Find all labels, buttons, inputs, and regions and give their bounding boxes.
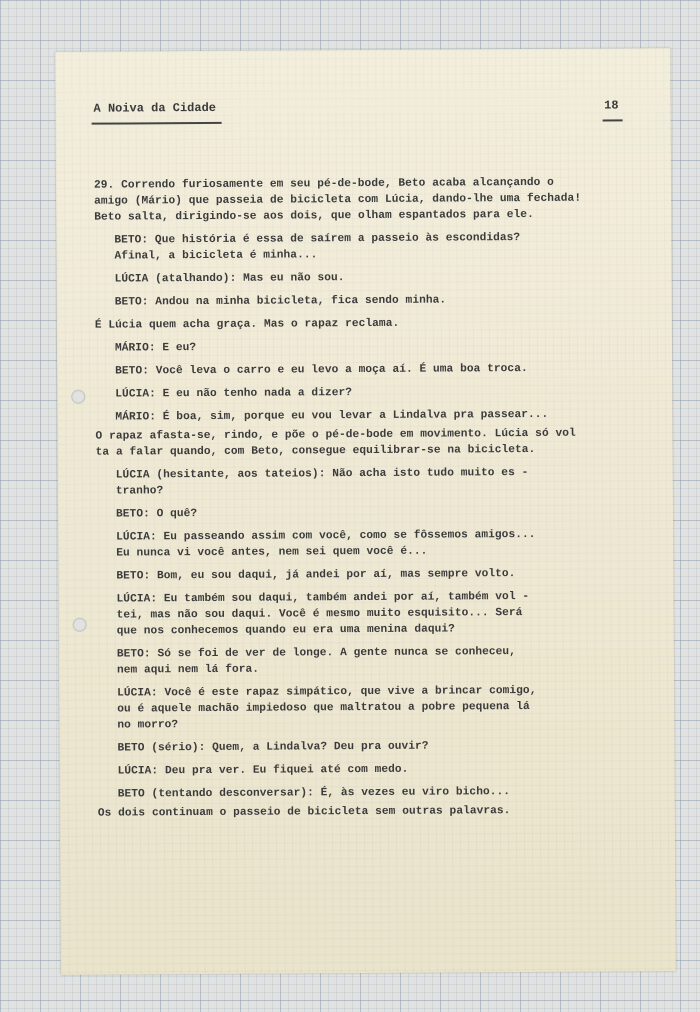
- dialogue-line: BETO: Que história é essa de saírem a passeio às escondidas?: [114, 232, 521, 247]
- dialogue-line: LÚCIA: E eu não tenho nada a dizer?: [115, 387, 353, 401]
- title-underline: [92, 122, 222, 125]
- dialogue-line: nem aqui nem lá fora.: [116, 663, 260, 677]
- scene-line: Beto salta, dirigindo-se aos dois, que olham espantados para ele.: [94, 208, 534, 224]
- dialogue-line: BETO (sério): Quem, a Lindalva? Deu pra ouvir?: [117, 740, 429, 755]
- dialogue-line: LÚCIA: Você é este rapaz simpático, que vive a brincar comigo,: [117, 684, 537, 700]
- dialogue-line: BETO: Você leva o carro e eu levo a moça aí. É uma boa troca.: [115, 363, 528, 378]
- punch-hole-top: [71, 390, 85, 404]
- stage-direction: ta a falar quando, com Beto, consegue equilibrar-se na bicicleta.: [95, 443, 536, 459]
- document-title: A Noiva da Cidade: [93, 100, 216, 116]
- dialogue-line: MÁRIO: É boa, sim, porque eu vou levar a Lindalva pra passear...: [115, 408, 549, 424]
- dialogue-line: MÁRIO: E eu?: [114, 342, 197, 355]
- dialogue-line: no morro?: [117, 719, 179, 732]
- stage-direction: Os dois continuam o passeio de bicicleta sem outras palavras.: [97, 805, 511, 820]
- dialogue-line: LÚCIA (hesitante, aos tateios): Não acha isto tudo muito es -: [115, 467, 529, 482]
- dialogue-line: BETO: O quê?: [115, 508, 198, 521]
- dialogue-line: BETO: Bom, eu sou daqui, já andei por aí, mas sempre volto.: [116, 568, 516, 583]
- dialogue-line: tei, mas não sou daqui. Você é mesmo muito esquisito... Será: [116, 607, 523, 622]
- dialogue-line: BETO: Andou na minha bicicleta, fica sendo minha.: [114, 294, 447, 309]
- dialogue-line: BETO (tentando desconversar): É, às vezes eu viro bicho...: [117, 786, 511, 801]
- dialogue-line: que nos conhecemos quando eu era uma menina daqui?: [116, 623, 455, 638]
- scene-line: amigo (Mário) que passeia de bicicleta com Lúcia, dando-lhe uma fechada!: [94, 192, 582, 208]
- stage-direction: O rapaz afasta-se, rindo, e põe o pé-de-bode em movimento. Lúcia só vol: [95, 427, 576, 443]
- stage-direction: É Lúcia quem acha graça. Mas o rapaz reclama.: [94, 317, 400, 332]
- dialogue-line: BETO: Só se foi de ver de longe. A gente nunca se conheceu,: [116, 646, 516, 661]
- dialogue-line: LÚCIA (atalhando): Mas eu não sou.: [114, 272, 345, 286]
- dialogue-line: LÚCIA: Deu pra ver. Eu fiquei até com medo.: [117, 763, 409, 778]
- dialogue-line: LÚCIA: Eu também sou daqui, também andei por aí, também vol -: [116, 591, 530, 606]
- script-text: [94, 174, 658, 821]
- dialogue-line: tranho?: [115, 485, 164, 498]
- dialogue-line: ou é aquele machão impiedoso que maltratou a pobre pequena lá: [117, 701, 530, 716]
- dialogue-line: Afinal, a bicicleta é minha...: [114, 249, 318, 263]
- scene-line: 29. Correndo furiosamente em seu pé-de-bode, Beto acaba alcançando o: [93, 176, 554, 192]
- page-number: 18: [604, 98, 619, 113]
- dialogue-line: LÚCIA: Eu passeando assim com você, como se fôssemos amigos...: [116, 528, 536, 544]
- page-number-underline: [603, 119, 623, 121]
- typewritten-page: [55, 48, 676, 975]
- punch-hole-bottom: [73, 618, 87, 632]
- dialogue-line: Eu nunca vi você antes, nem sei quem você é...: [116, 545, 428, 560]
